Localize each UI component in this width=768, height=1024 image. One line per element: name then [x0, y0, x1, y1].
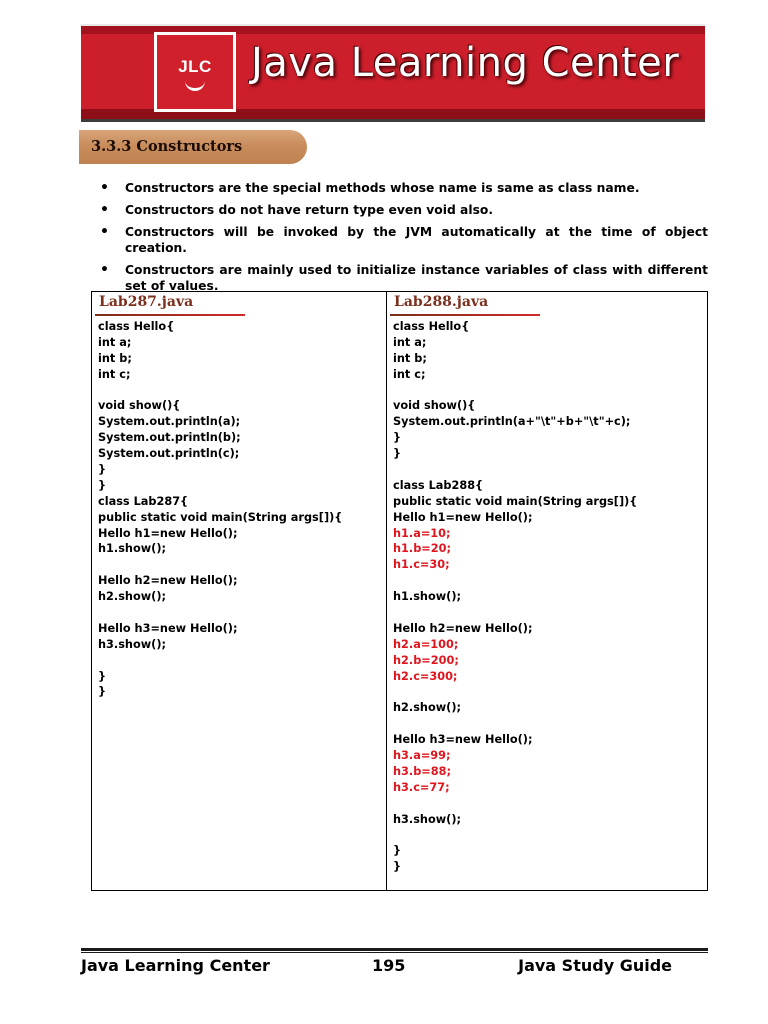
code-line: } — [98, 478, 107, 492]
section-heading — [79, 130, 307, 164]
lab-title: Lab287.java — [99, 294, 194, 310]
code-line: Hello h2=new Hello(); — [393, 621, 533, 635]
section-heading-text: 3.3.3 Constructors — [91, 138, 243, 155]
logo-smile-icon — [185, 79, 205, 91]
code-line: } — [393, 860, 402, 874]
footer-right-text: Java Study Guide — [518, 956, 672, 975]
code-line: Hello h1=new Hello(); — [98, 526, 238, 540]
page-number: 195 — [372, 956, 406, 975]
code-line: h1.show(); — [393, 590, 462, 604]
code-line — [393, 684, 637, 700]
code-line: class Lab288{ — [393, 478, 484, 492]
bullet-item: • Constructors do not have return type even void also. — [98, 202, 708, 218]
bullet-item: • Constructors are the special methods whose name is same as class name. — [98, 180, 708, 196]
code-line: public static void main(String args[]){ — [98, 510, 343, 524]
code-line-highlighted: h3.c=77; — [393, 780, 450, 794]
code-line — [393, 462, 637, 478]
code-line — [98, 557, 342, 573]
lab-title: Lab288.java — [394, 294, 489, 310]
code-line: Hello h3=new Hello(); — [393, 733, 533, 747]
code-line: int a; — [98, 335, 132, 349]
code-line: Hello h1=new Hello(); — [393, 510, 533, 524]
bullet-list — [98, 180, 708, 300]
code-line: public static void main(String args[]){ — [393, 494, 638, 508]
code-line: System.out.println(b); — [98, 431, 241, 445]
code-line: System.out.println(a); — [98, 415, 241, 429]
code-line — [393, 828, 637, 844]
code-line: void show(){ — [393, 399, 476, 413]
lab-column-left — [92, 292, 386, 890]
code-line-highlighted: h2.b=200; — [393, 653, 459, 667]
code-line: int b; — [98, 351, 132, 365]
code-line: } — [98, 463, 107, 477]
code-listing — [98, 319, 342, 700]
code-line: h2.show(); — [98, 590, 167, 604]
lab-title-underline — [390, 314, 540, 316]
lab-title-underline — [95, 314, 245, 316]
code-line — [98, 605, 342, 621]
code-line — [98, 653, 342, 669]
footer-rule — [81, 948, 708, 953]
code-line: h1.show(); — [98, 542, 167, 556]
code-line: System.out.println(a+"\t"+b+"\t"+c); — [393, 415, 631, 429]
code-listing — [393, 319, 637, 875]
code-line-highlighted: h2.a=100; — [393, 637, 459, 651]
jlc-logo — [154, 32, 236, 112]
code-line — [393, 796, 637, 812]
code-line: } — [98, 685, 107, 699]
code-line-highlighted: h1.a=10; — [393, 526, 451, 540]
code-line: h3.show(); — [98, 637, 167, 651]
lab-column-right — [387, 292, 707, 890]
code-line: int b; — [393, 351, 427, 365]
code-line: void show(){ — [98, 399, 181, 413]
code-line-highlighted: h3.b=88; — [393, 764, 451, 778]
code-line: h2.show(); — [393, 701, 462, 715]
code-line: } — [98, 669, 107, 683]
bullet-item: • Constructors will be invoked by the JVM automatically at the time of object creation. — [98, 224, 708, 256]
code-line — [393, 383, 637, 399]
code-line — [98, 383, 342, 399]
header-banner — [81, 24, 705, 122]
bullet-item: • Constructors are mainly used to initialize instance variables of class with different set of values. — [98, 262, 708, 294]
code-line: h3.show(); — [393, 812, 462, 826]
code-line: System.out.println(c); — [98, 447, 240, 461]
code-line — [393, 605, 637, 621]
code-line: class Hello{ — [393, 320, 470, 333]
code-line — [393, 716, 637, 732]
code-line: } — [393, 431, 402, 445]
code-line: int c; — [393, 367, 426, 381]
code-line: Hello h3=new Hello(); — [98, 621, 238, 635]
code-line: Hello h2=new Hello(); — [98, 574, 238, 588]
code-line: int a; — [393, 335, 427, 349]
banner-title: Java Learning Center — [251, 40, 680, 86]
code-line: } — [393, 447, 402, 461]
code-line-highlighted: h1.b=20; — [393, 542, 451, 556]
code-line-highlighted: h3.a=99; — [393, 749, 451, 763]
logo-text: JLC — [178, 57, 212, 76]
code-line: class Hello{ — [98, 320, 175, 333]
code-line: } — [393, 844, 402, 858]
code-line-highlighted: h2.c=300; — [393, 669, 458, 683]
code-comparison-table — [91, 291, 708, 891]
code-line-highlighted: h1.c=30; — [393, 558, 450, 572]
footer-left-text: Java Learning Center — [81, 956, 270, 975]
code-line — [393, 573, 637, 589]
code-line: class Lab287{ — [98, 494, 189, 508]
code-line: int c; — [98, 367, 131, 381]
